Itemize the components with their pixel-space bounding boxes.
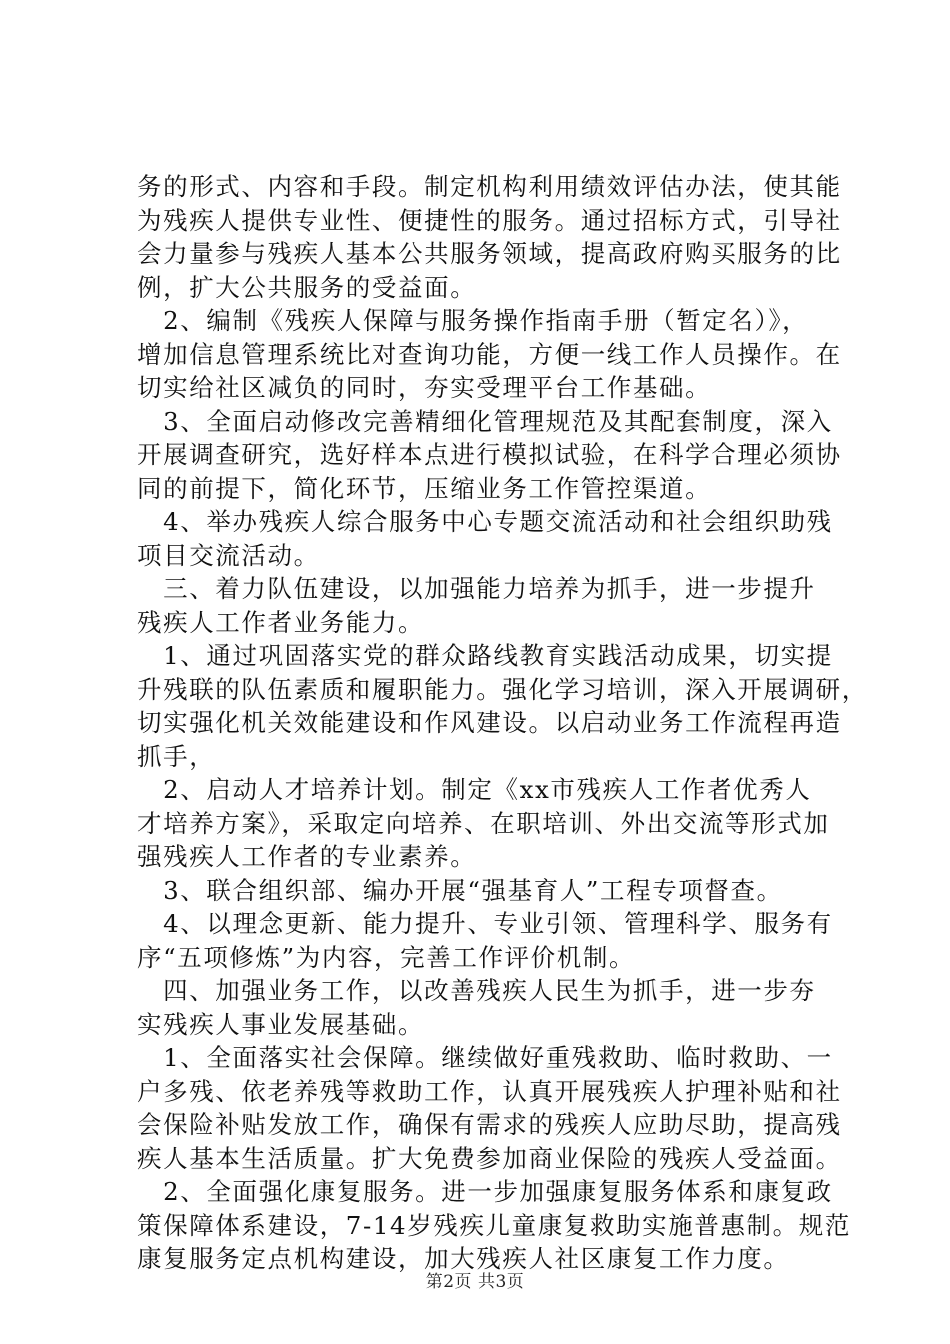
text-line: 4、以理念更新、能力提升、专业引领、管理科学、服务有 xyxy=(137,909,833,938)
text-line: 康复服务定点机构建设，加大残疾人社区康复工作力度。 xyxy=(137,1244,790,1273)
body-text xyxy=(137,170,868,1276)
text-line: 序“五项修炼”为内容，完善工作评价机制。 xyxy=(137,942,636,972)
text-line: 策保障体系建设，7-14岁残疾儿童康复救助实施普惠制。规范 xyxy=(137,1210,851,1240)
text-line: 四、加强业务工作，以改善残疾人民生为抓手，进一步夯 xyxy=(137,976,816,1005)
text-line: 增加信息管理系统比对查询功能，方便一线工作人员操作。在 xyxy=(137,339,842,369)
text-line: 切实强化机关效能建设和作风建设。以启动业务工作流程再造 xyxy=(137,708,842,737)
text-line: 为残疾人提供专业性、便捷性的服务。通过招标方式，引导社 xyxy=(137,205,842,235)
text-line: 抓手， xyxy=(137,741,216,771)
text-line: 1、通过巩固落实党的群众路线教育实践活动成果，切实提 xyxy=(137,641,833,670)
text-line: 同的前提下，简化环节，压缩业务工作管控渠道。 xyxy=(137,473,712,503)
page-number: 第2页 共3页 xyxy=(425,1272,525,1292)
text-line: 项目交流活动。 xyxy=(137,540,320,570)
text-line: 2、编制《残疾人保障与服务操作指南手册（暂定名）》， xyxy=(137,306,809,335)
text-line: 残疾人工作者业务能力。 xyxy=(137,607,425,637)
text-line: 户多残、依老养残等救助工作，认真开展残疾人护理补贴和社 xyxy=(137,1076,842,1106)
text-line: 3、全面启动修改完善精细化管理规范及其配套制度，深入 xyxy=(137,406,833,436)
text-line: 才培养方案》，采取定向培养、在职培训、外出交流等形式加 xyxy=(137,808,830,838)
text-line: 三、着力队伍建设，以加强能力培养为抓手，进一步提升 xyxy=(137,574,816,603)
text-line: 升残联的队伍素质和履职能力。强化学习培训，深入开展调研， xyxy=(137,674,868,704)
text-line: 实残疾人事业发展基础。 xyxy=(137,1009,425,1039)
text-line: 3、联合组织部、编办开展“强基育人”工程专项督查。 xyxy=(137,875,783,905)
page-footer xyxy=(0,1267,950,1292)
text-line: 例，扩大公共服务的受益面。 xyxy=(137,272,477,302)
text-line: 会保险补贴发放工作，确保有需求的残疾人应助尽助，提高残 xyxy=(137,1110,842,1139)
text-line: 2、全面强化康复服务。进一步加强康复服务体系和康复政 xyxy=(137,1177,833,1206)
text-line: 切实给社区减负的同时，夯实受理平台工作基础。 xyxy=(137,373,712,402)
text-line: 务的形式、内容和手段。制定机构利用绩效评估办法，使其能 xyxy=(137,172,842,201)
text-line: 4、举办残疾人综合服务中心专题交流活动和社会组织助残 xyxy=(137,507,833,536)
text-line: 会力量参与残疾人基本公共服务领域，提高政府购买服务的比 xyxy=(137,239,842,268)
text-line: 疾人基本生活质量。扩大免费参加商业保险的残疾人受益面。 xyxy=(137,1143,842,1173)
text-line: 2、启动人才培养计划。制定《xx市残疾人工作者优秀人 xyxy=(137,775,812,804)
text-line: 1、全面落实社会保障。继续做好重残救助、临时救助、一 xyxy=(137,1043,833,1072)
text-line: 强残疾人工作者的专业素养。 xyxy=(137,842,477,871)
text-line: 开展调查研究，选好样本点进行模拟试验，在科学合理必须协 xyxy=(137,440,842,469)
